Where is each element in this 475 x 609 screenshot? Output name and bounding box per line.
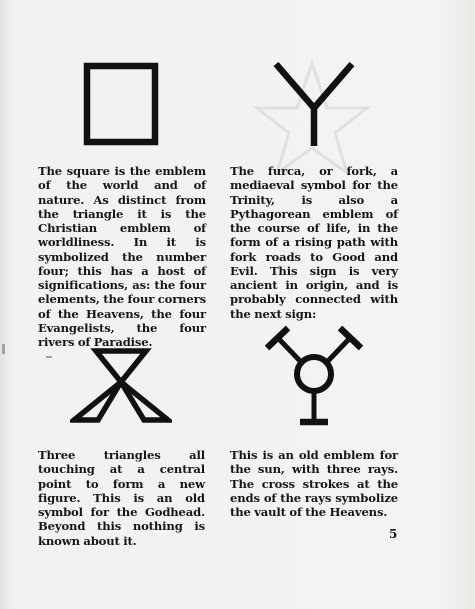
square-symbol xyxy=(83,62,159,146)
margin-dash xyxy=(46,356,52,358)
triangles-description: Three triangles all touching at a central point to form a new figure. This is an old symbol for the Godhead. Beyond this nothing is known about it. xyxy=(38,448,205,548)
three-triangles-symbol xyxy=(70,346,172,426)
sun-description: This is an old emblem for the sun, with three rays. The cross strokes at the ends of the rays symbolize the vault of the Heavens. xyxy=(230,448,398,519)
sun-with-three-rays-symbol xyxy=(262,324,366,428)
margin-mark xyxy=(2,344,5,354)
square-description: The square is the emblem of the world and of nature. As distinct from the triangle it is the Christian emblem of worldliness. In it is symbolized the number four; this has a host of significations, as: the four elements, the four corners of the Heavens, the four Evangelists, the four rivers of Paradise. xyxy=(38,164,206,349)
furca-description: The furca, or fork, a mediaeval symbol for the Trinity, is also a Pythagorean emblem of the course of life, in the form of a rising path with fork roads to Good and Evil. This sign is very ancient in origin, and is probably connected with the next sign: xyxy=(230,164,398,321)
page-number: 5 xyxy=(389,527,398,541)
furca-symbol xyxy=(272,60,356,148)
